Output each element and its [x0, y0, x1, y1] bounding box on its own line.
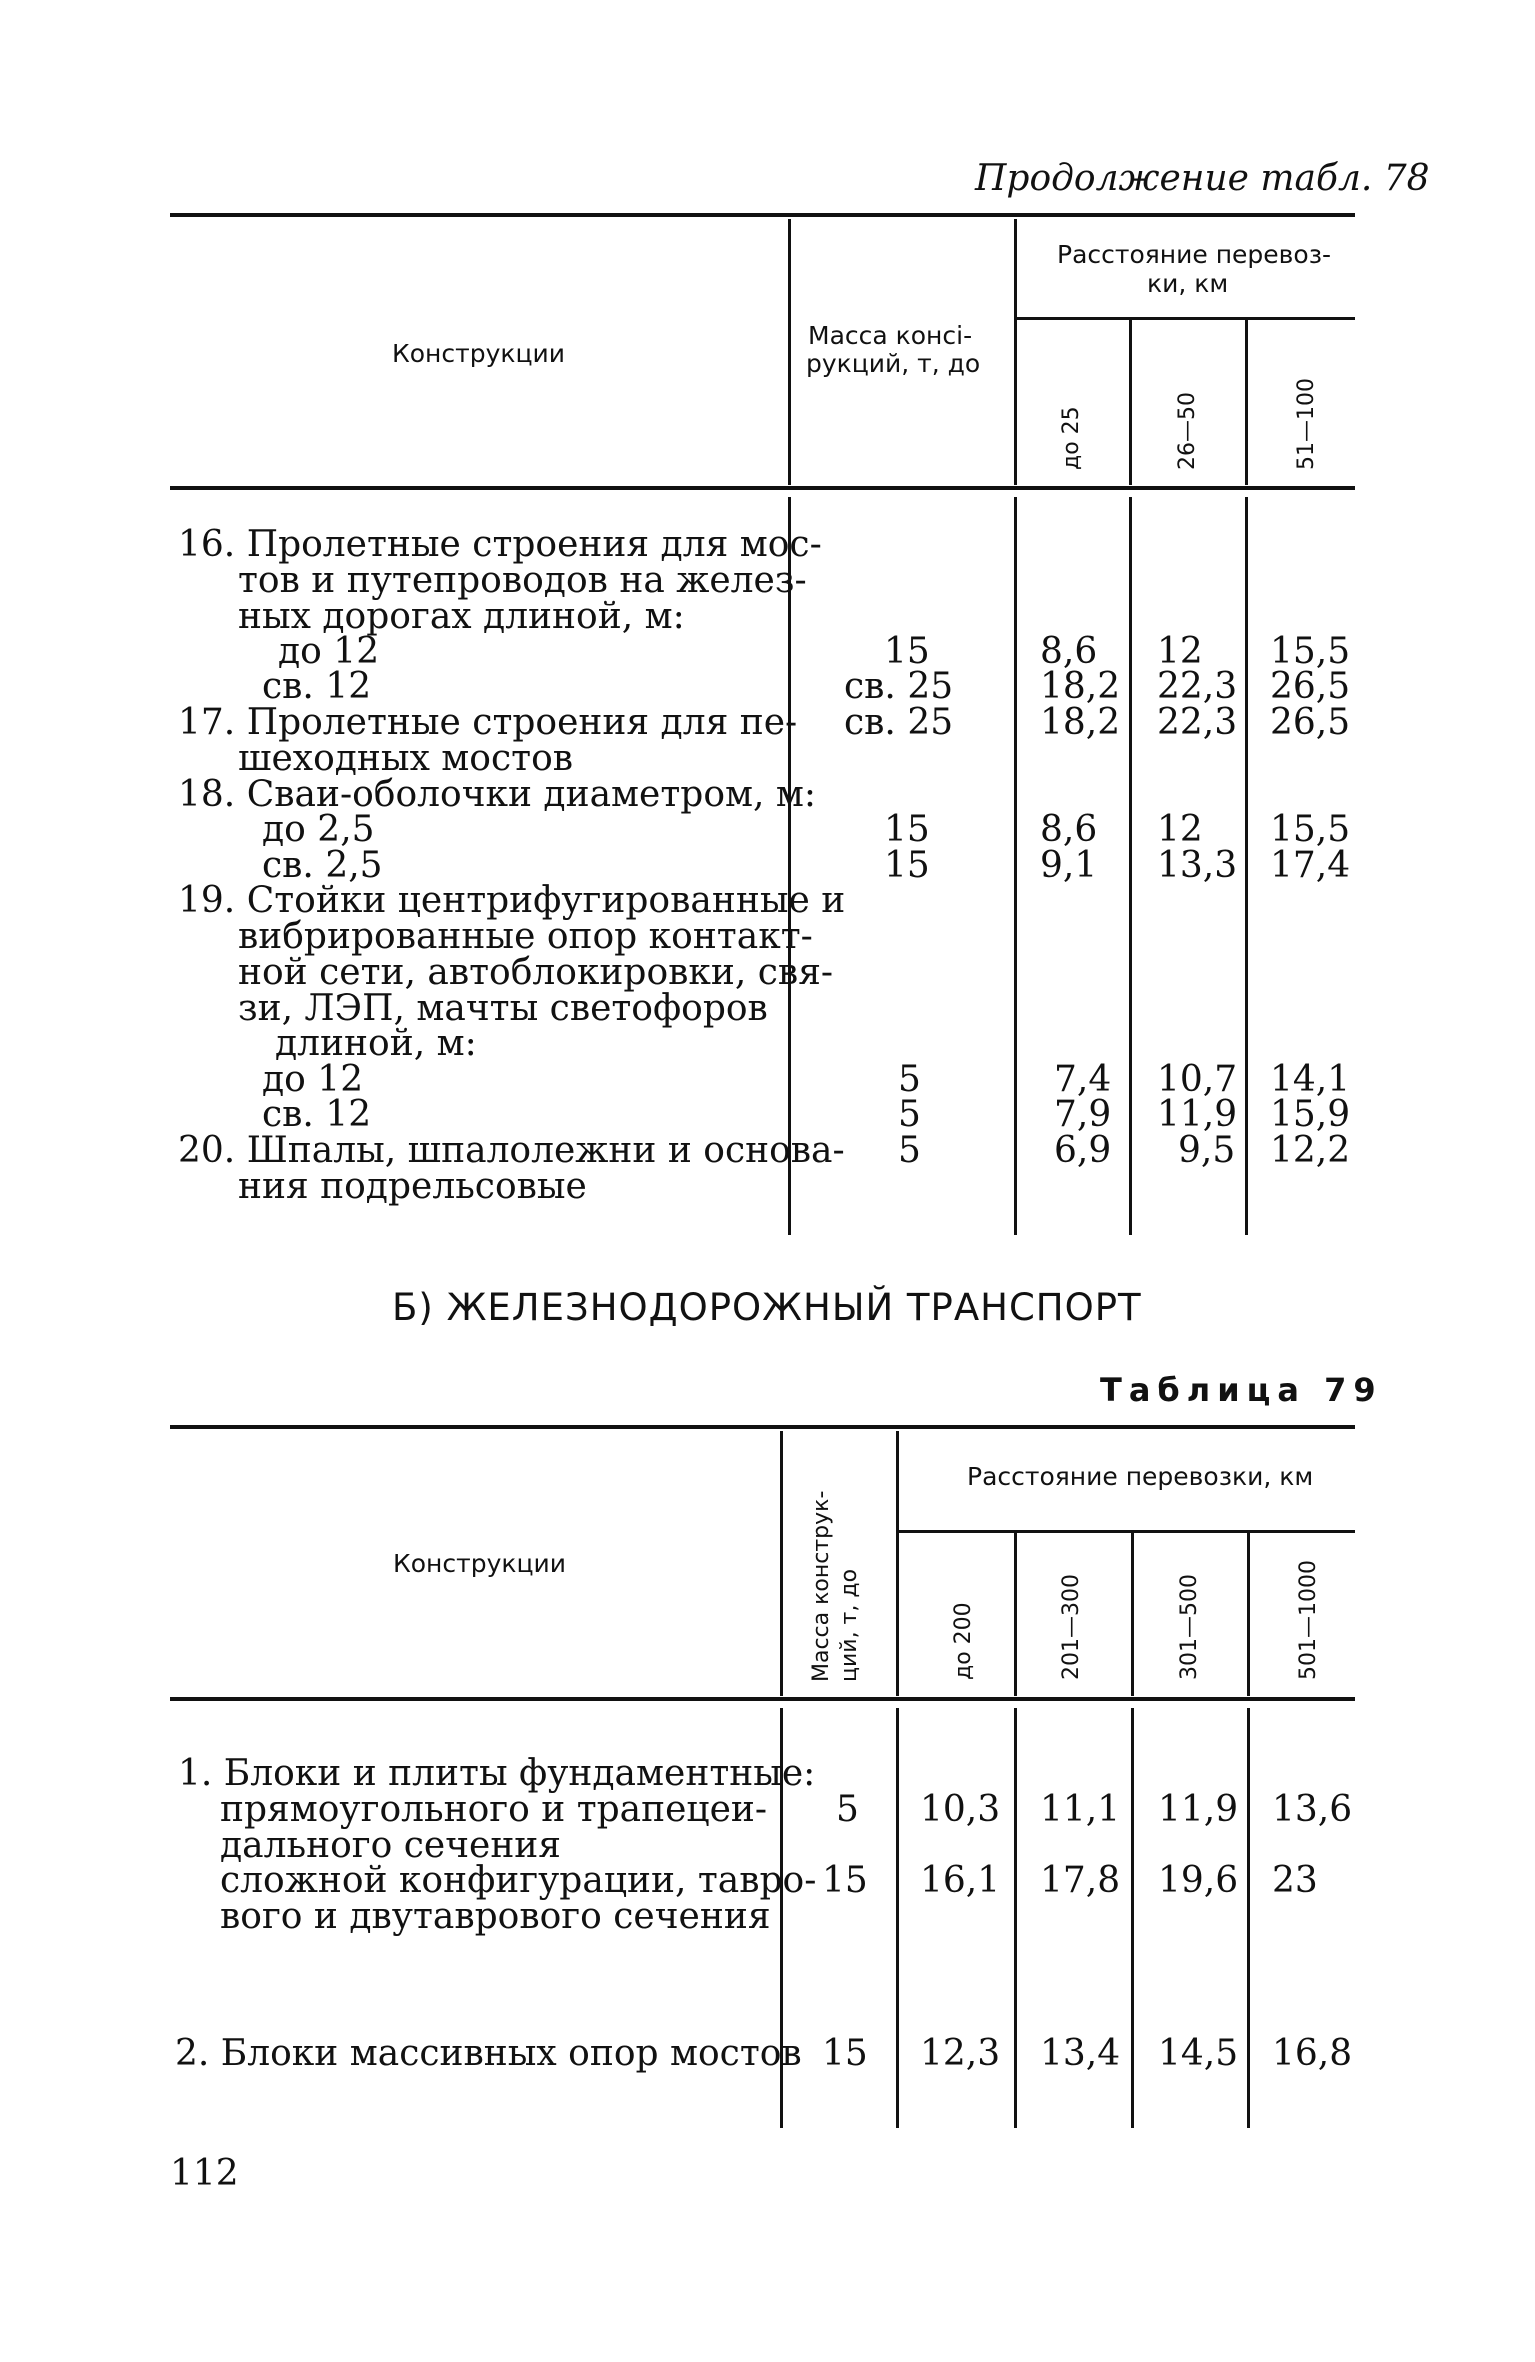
table78-vline-2b [1014, 497, 1017, 1235]
table78-distance-rule [1016, 317, 1355, 320]
table78-header-distance-line2: ки, км [1147, 269, 1229, 298]
table79-vline-5 [1247, 1533, 1250, 1696]
table-row-text: до 12 [278, 631, 380, 672]
table-row-text: 17. Пролетные строения для пе- [178, 702, 798, 743]
table78-header-mass-line1: Масса консi- [808, 321, 973, 350]
table-row-text: до 12 [262, 1059, 364, 1100]
page-number: 112 [170, 2153, 239, 2194]
table78-vline-2 [1014, 219, 1017, 485]
table-cell-mass: 15 [822, 1860, 868, 1901]
table-cell-d1: 18,2 [1040, 666, 1121, 707]
table79-vline-3b [1014, 1708, 1017, 2128]
table-row-text: 16. Пролетные строения для мос- [178, 524, 822, 565]
table-cell-d2: 22,3 [1157, 666, 1238, 707]
table-cell-d3: 15,5 [1270, 809, 1351, 850]
table-row-text: 2. Блоки массивных опор мостов [175, 2033, 802, 2074]
table-row-text: до 2,5 [262, 809, 375, 850]
table79-header-d4: 501—1000 [1296, 1560, 1321, 1680]
table78-header-constructions: Конструкции [392, 339, 565, 368]
table78-vline-3b [1129, 497, 1132, 1235]
table-cell-d1: 12,3 [920, 2033, 1001, 2074]
table79-header-mass-line1: Масса конструк- [809, 1490, 834, 1682]
table-cell-d3: 26,5 [1270, 702, 1351, 743]
table-cell-d2: 22,3 [1157, 702, 1238, 743]
table-cell-mass: 15 [884, 845, 930, 886]
table-row-text: вого и двутаврового сечения [220, 1896, 771, 1937]
table-row-text: св. 2,5 [262, 845, 383, 886]
table-cell-mass: св. 25 [844, 702, 954, 743]
table79-vline-3 [1014, 1533, 1017, 1696]
table79-header-constructions: Конструкции [393, 1549, 566, 1578]
table-cell-d1: 10,3 [920, 1789, 1001, 1830]
table-cell-d1: 16,1 [920, 1860, 1001, 1901]
table-row-text: 19. Стойки центрифугированные и [178, 880, 846, 921]
table-row-text: св. 12 [262, 1094, 372, 1135]
table-cell-d3: 17,4 [1270, 845, 1351, 886]
table-cell-d2: 9,5 [1178, 1130, 1236, 1171]
table-row-text: зи, ЛЭП, мачты светофоров [238, 988, 768, 1029]
table-cell-mass: 5 [898, 1059, 921, 1100]
table78-header-rule [170, 486, 1355, 490]
table-cell-d1: 8,6 [1040, 631, 1098, 672]
table79-header-d3: 301—500 [1177, 1574, 1202, 1680]
table79-header-distance: Расстояние перевозки, км [967, 1462, 1314, 1491]
table-cell-d2: 13,4 [1040, 2033, 1121, 2074]
table79-vline-1 [780, 1431, 783, 1696]
table78-header-distance-line1: Расстояние перевоз- [1057, 240, 1332, 269]
table-cell-d1: 18,2 [1040, 702, 1121, 743]
table-cell-d1: 6,9 [1054, 1130, 1112, 1171]
table-cell-d2: 10,7 [1157, 1059, 1238, 1100]
table-cell-d2: 11,1 [1040, 1789, 1121, 1830]
table78-top-rule [170, 213, 1355, 217]
table-cell-d2: 11,9 [1157, 1094, 1238, 1135]
table-row-text: дального сечения [220, 1825, 562, 1866]
table-row-text: прямоугольного и трапецеи- [220, 1789, 768, 1830]
table-cell-d2: 13,3 [1157, 845, 1238, 886]
table-row-text: шеходных мостов [238, 738, 574, 779]
table-cell-d3: 14,1 [1270, 1059, 1351, 1100]
table-cell-d2: 12 [1157, 809, 1203, 850]
table78-vline-3 [1129, 320, 1132, 485]
table-cell-mass: св. 25 [844, 666, 954, 707]
table79-top-rule [170, 1425, 1355, 1429]
table-cell-d3: 11,9 [1158, 1789, 1239, 1830]
table79-header-rule [170, 1697, 1355, 1701]
table78-vline-1 [788, 219, 791, 485]
table-row-text: ния подрельсовые [238, 1166, 587, 1207]
table79-vline-4b [1131, 1708, 1134, 2128]
table79-vline-5b [1247, 1708, 1250, 2128]
table78-header-d2: 26—50 [1175, 392, 1200, 470]
table79-header-mass-line2: ций, т, до [837, 1568, 862, 1682]
table78-vline-1b [788, 497, 791, 1235]
table-row-text: 1. Блоки и плиты фундаментные: [178, 1753, 816, 1794]
table-row-text: 18. Сваи-оболочки диаметром, м: [178, 774, 817, 815]
table-cell-d4: 23 [1272, 1860, 1318, 1901]
table78-header-mass-line2: рукций, т, до [806, 349, 981, 378]
table79-vline-2b [896, 1708, 899, 2128]
table-cell-mass: 5 [898, 1094, 921, 1135]
table-cell-d3: 14,5 [1158, 2033, 1239, 2074]
table78-header-d1: до 25 [1059, 406, 1084, 470]
table-cell-d1: 7,9 [1054, 1094, 1112, 1135]
table-row-text: длиной, м: [275, 1023, 477, 1064]
table-cell-mass: 15 [822, 2033, 868, 2074]
table-79-label: Таблица 79 [1100, 1371, 1383, 1409]
table-row-text: тов и путепроводов на желез- [238, 560, 807, 601]
table-cell-d3: 12,2 [1270, 1130, 1351, 1171]
table-row-text: вибрированные опор контакт- [238, 916, 813, 957]
table-cell-d4: 16,8 [1272, 2033, 1353, 2074]
table-cell-d2: 12 [1157, 631, 1203, 672]
table-row-text: ных дорогах длиной, м: [238, 596, 685, 637]
table79-vline-4 [1131, 1533, 1134, 1696]
table-cell-mass: 15 [884, 809, 930, 850]
table-cell-d4: 13,6 [1272, 1789, 1353, 1830]
table-cell-d1: 8,6 [1040, 809, 1098, 850]
table-row-text: св. 12 [262, 666, 372, 707]
table79-vline-2 [896, 1431, 899, 1696]
table78-vline-4b [1245, 497, 1248, 1235]
table79-header-d1: до 200 [951, 1602, 976, 1680]
table-row-text: 20. Шпалы, шпалолежни и основа- [178, 1130, 845, 1171]
table-cell-mass: 5 [836, 1789, 859, 1830]
table79-distance-rule [898, 1530, 1355, 1533]
section-title: Б) ЖЕЛЕЗНОДОРОЖНЫЙ ТРАНСПОРТ [392, 1286, 1142, 1329]
table-cell-d3: 15,5 [1270, 631, 1351, 672]
table78-vline-4 [1245, 320, 1248, 485]
table-cell-mass: 5 [898, 1130, 921, 1171]
table-cell-d3: 26,5 [1270, 666, 1351, 707]
table78-header-d3: 51—100 [1294, 378, 1319, 470]
table-cell-d3: 19,6 [1158, 1860, 1239, 1901]
table-cell-d1: 9,1 [1040, 845, 1098, 886]
table79-header-d2: 201—300 [1059, 1574, 1084, 1680]
table-cell-d3: 15,9 [1270, 1094, 1351, 1135]
table-cell-d2: 17,8 [1040, 1860, 1121, 1901]
continuation-caption: Продолжение табл. 78 [975, 158, 1430, 199]
table-row-text: ной сети, автоблокировки, свя- [238, 952, 834, 993]
table-cell-d1: 7,4 [1054, 1059, 1112, 1100]
table-row-text: сложной конфигурации, тавро- [220, 1860, 817, 1901]
table-cell-mass: 15 [884, 631, 930, 672]
